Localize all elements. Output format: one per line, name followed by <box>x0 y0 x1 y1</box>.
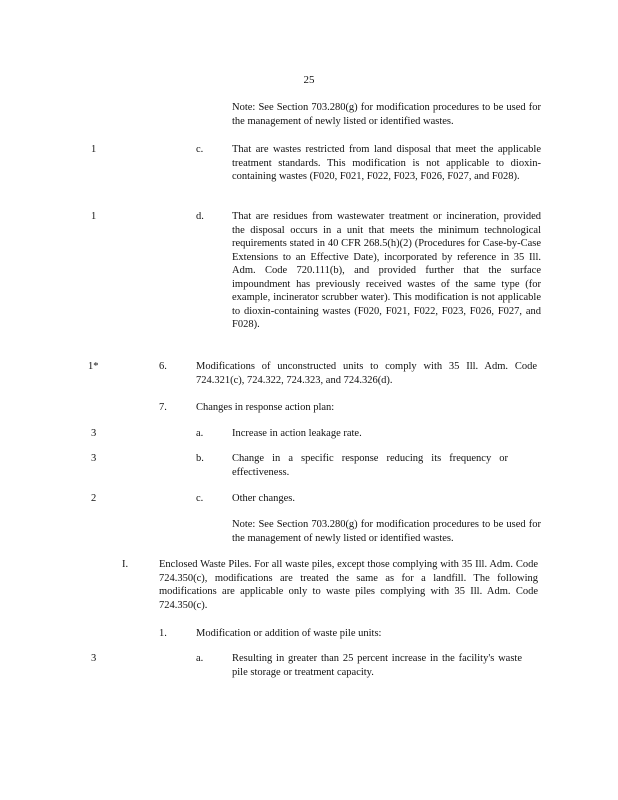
item-paragraph: Modification or addition of waste pile units: <box>196 628 382 639</box>
item-paragraph: Other changes. <box>232 493 295 504</box>
section-paragraph: Enclosed Waste Piles. For all waste piles, except those complying with 35 Ill. Adm. Code 724.350(c), modifications are treated the same as for a landfill. The following modifications are applicable only to waste piles complying with 35 Ill. Adm. Code 724.350(c). <box>159 559 538 611</box>
class-number: 1 <box>91 144 97 155</box>
note-paragraph: Note: See Section 703.280(g) for modification procedures to be used for the management of newly listed or identified wastes. <box>232 102 541 127</box>
item-letter: c. <box>196 144 204 155</box>
item-paragraph: Increase in action leakage rate. <box>232 428 362 439</box>
class-number: 3 <box>91 653 97 664</box>
class-number: 3 <box>91 453 97 464</box>
item-paragraph: Modifications of unconstructed units to comply with 35 Ill. Adm. Code 724.321(c), 724.322, 724.323, and 724.326(d). <box>196 361 537 386</box>
item-letter: d. <box>196 211 204 222</box>
class-number: 1 <box>91 211 97 222</box>
item-letter: a. <box>196 428 204 439</box>
class-number: 3 <box>91 428 97 439</box>
class-number: 2 <box>91 493 97 504</box>
item-paragraph: Changes in response action plan: <box>196 402 335 413</box>
item-number: 1. <box>159 628 167 639</box>
item-number: 6. <box>159 361 167 372</box>
item-paragraph: Change in a specific response reducing its frequency or effectiveness. <box>232 453 508 478</box>
item-paragraph: Resulting in greater than 25 percent increase in the facility's waste pile storage or treatment capacity. <box>232 653 522 678</box>
class-number: 1* <box>88 361 99 372</box>
page-number: 25 <box>303 74 315 86</box>
item-paragraph: That are wastes restricted from land disposal that meet the applicable treatment standards. This modification is not applicable to dioxin-containing wastes (F020, F021, F022, F023, F026, F027, and F028). <box>232 144 541 182</box>
item-letter: a. <box>196 653 204 664</box>
section-letter: I. <box>122 559 129 570</box>
item-number: 7. <box>159 402 167 413</box>
item-letter: c. <box>196 493 204 504</box>
item-letter: b. <box>196 453 204 464</box>
note-paragraph: Note: See Section 703.280(g) for modification procedures to be used for the management of newly listed or identified wastes. <box>232 519 541 544</box>
item-paragraph: That are residues from wastewater treatment or incineration, provided the disposal occurs in a unit that meets the minimum technological requirements stated in 40 CFR 268.5(h)(2) (Procedures for Case-by-Case Extensions to an Effective Date), incorporated by reference in 35 Ill. Adm. Code 720.111(b), and provided further that the surface impoundment has previously received wastes of the same type (for example, incinerator scrubber water). This modification is not applicable to dioxin-containing wastes (F020, F021, F022, F023, F026, F027, and F028). <box>232 211 541 330</box>
